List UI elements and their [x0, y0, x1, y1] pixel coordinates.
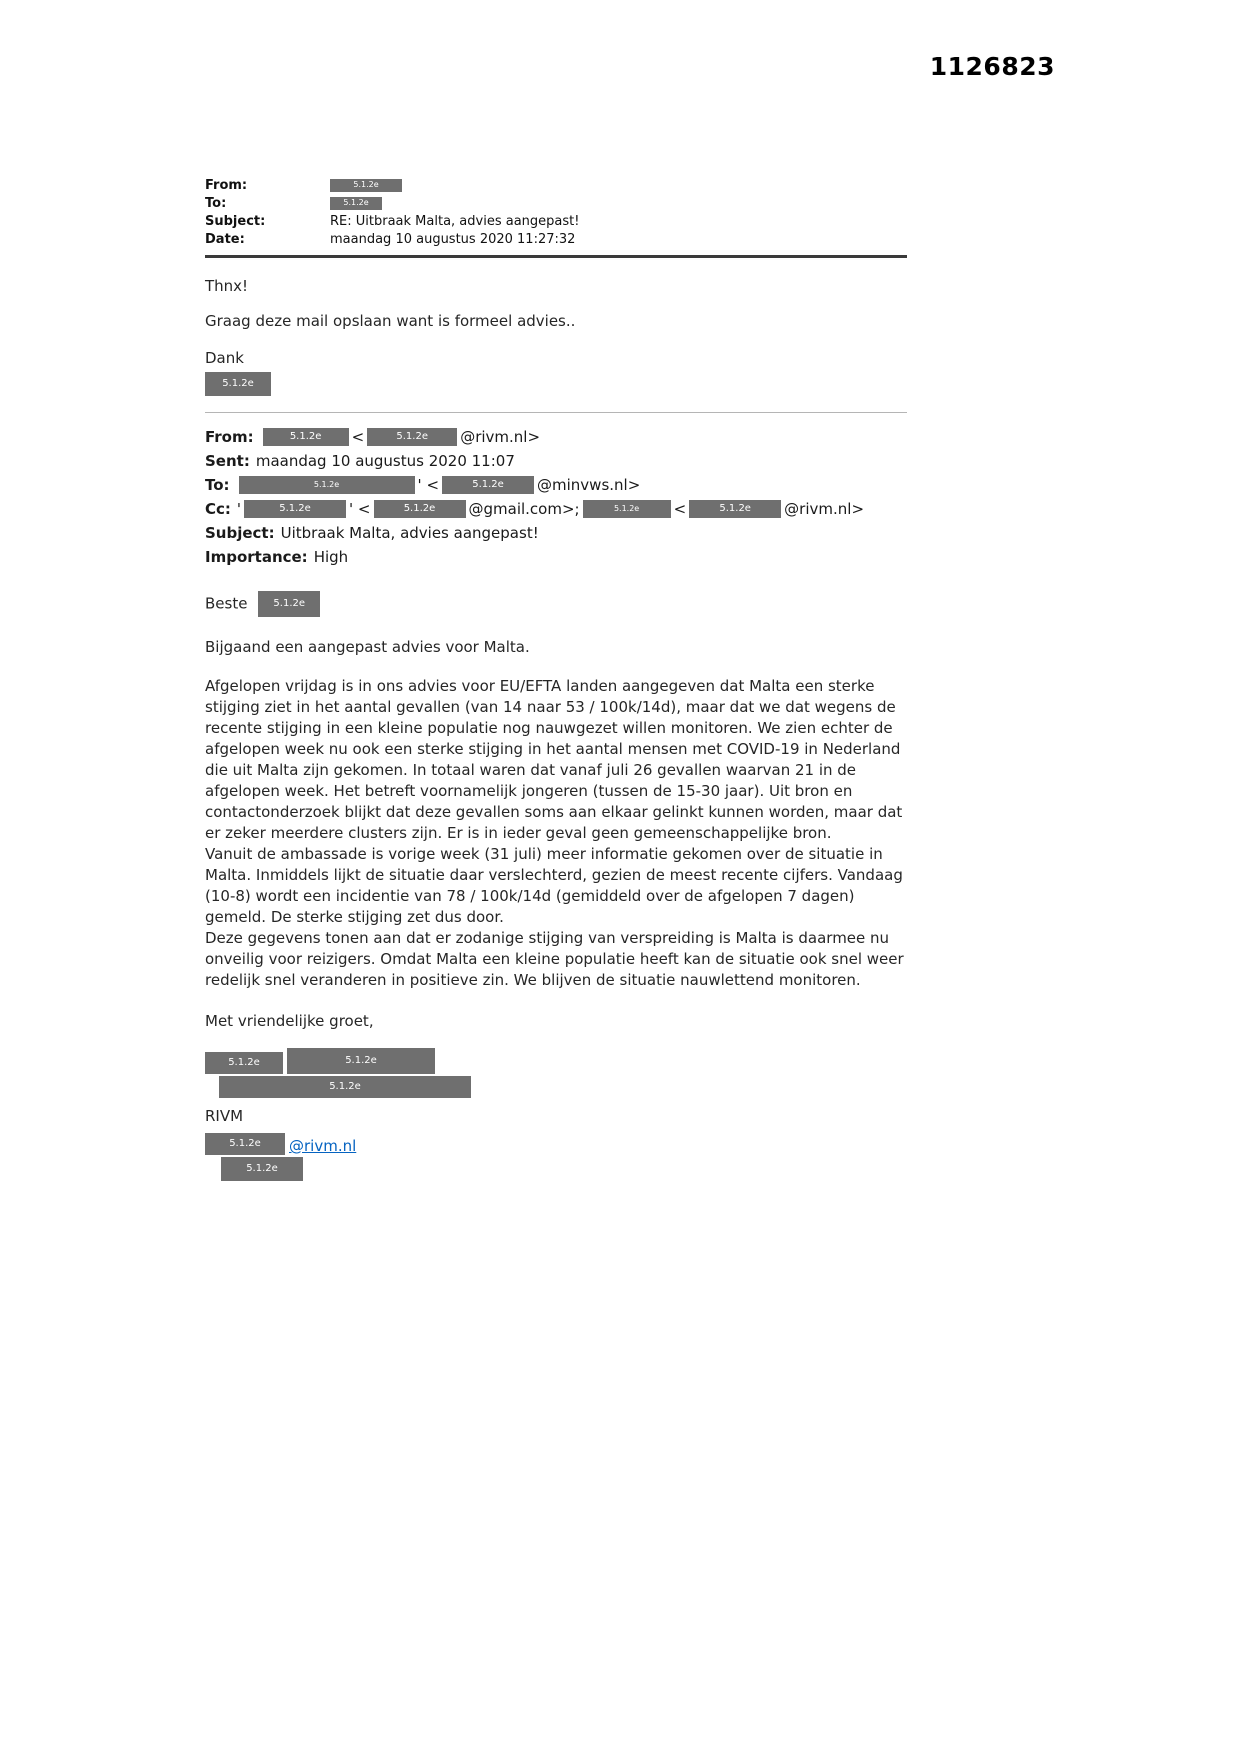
- quoted-from-open: <: [351, 428, 365, 446]
- paragraph-1: Afgelopen vrijdag is in ons advies voor EU/EFTA landen aangegeven dat Malta een sterke stijging ziet in het aantal gevallen (van 14 naar 53 / 100k/14d), maar dat we dat wegens de recente stijging in een kleine populatie nog nauwgezet willen monitoren. We zien echter de afgelopen week nu ook een sterke stijging in het aantal mensen met COVID-19 in Nederland die uit Malta zijn gekomen. In totaal waren dat vanaf juli 26 gevallen waarvan 21 in de afgelopen week. Het betreft voornamelijk jongeren (tussen de 15-30 jaar). Uit bron en contactonderzoek blijkt dat deze gevallen soms aan elkaar gelinkt kunnen worden, maar dat er zeker meerdere clusters zijn. Er is in ieder geval geen gemeenschappelijke bron.: [205, 677, 903, 842]
- to-label: To:: [205, 195, 227, 211]
- redaction-box: 5.1.2e: [367, 428, 457, 446]
- intro-line: Bijgaand een aangepast advies voor Malta.: [205, 638, 530, 656]
- subject-label: Subject:: [205, 213, 266, 229]
- redaction-box: 5.1.2e: [239, 476, 415, 494]
- quoted-to-mid: ' <: [417, 476, 440, 494]
- signature-row-1: [205, 1048, 907, 1074]
- redaction-box-signature: 5.1.2e: [287, 1048, 435, 1074]
- quoted-subject-line: [205, 521, 907, 545]
- redaction-box-signature: 5.1.2e: [221, 1157, 303, 1181]
- redaction-box: 5.1.2e: [583, 500, 671, 518]
- signature-email-line: [205, 1133, 907, 1155]
- header-row-to: [205, 194, 907, 212]
- greeting-line: [205, 591, 907, 617]
- date-value: maandag 10 augustus 2020 11:27:32: [330, 231, 576, 247]
- quoted-cc-open-quote: ': [236, 500, 242, 518]
- redaction-box: 5.1.2e: [330, 179, 402, 192]
- quoted-cc-line: [205, 497, 907, 521]
- quoted-cc-domain1: @gmail.com>;: [468, 500, 580, 518]
- redaction-box: 5.1.2e: [689, 500, 781, 518]
- quoted-cc-domain2: @rivm.nl>: [784, 500, 865, 518]
- quoted-to-label: To:: [205, 476, 230, 494]
- subject-value: RE: Uitbraak Malta, advies aangepast!: [330, 213, 580, 229]
- redaction-box-greeting: 5.1.2e: [258, 591, 320, 617]
- signature-row-2: [205, 1076, 907, 1098]
- rivm-email-link[interactable]: @rivm.nl: [289, 1137, 357, 1155]
- signature-row-4: [205, 1157, 907, 1181]
- email-header-top: [205, 176, 907, 248]
- paragraph-3: Deze gegevens tonen aan dat er zodanige stijging van verspreiding is Malta is daarmee nu onveilig voor reizigers. Omdat Malta een kleine populatie heeft kan de situatie ook snel weer redelijk snel veranderen in positieve zin. We blijven de situatie nauwlettend monitoren.: [205, 929, 904, 989]
- reply-dank: Dank: [205, 349, 244, 367]
- quoted-to-domain: @minvws.nl>: [537, 476, 641, 494]
- quoted-sent-line: [205, 449, 907, 473]
- redaction-box-signature: 5.1.2e: [219, 1076, 471, 1098]
- reply-thanks: Thnx!: [205, 277, 249, 295]
- quoted-cc-label: Cc:: [205, 500, 231, 518]
- closing-line: Met vriendelijke groet,: [205, 1012, 374, 1030]
- quoted-cc-mid1: ' <: [349, 500, 371, 518]
- body-paragraphs: [205, 676, 907, 991]
- quoted-importance-line: [205, 545, 907, 569]
- quoted-importance-label: Importance:: [205, 548, 308, 566]
- redaction-box: 5.1.2e: [263, 428, 349, 446]
- quoted-from-domain: @rivm.nl>: [460, 428, 541, 446]
- redaction-box-signature-short: 5.1.2e: [205, 372, 271, 396]
- header-row-date: [205, 230, 907, 248]
- redaction-box-signature: 5.1.2e: [205, 1052, 283, 1074]
- quoted-subject-value: Uitbraak Malta, advies aangepast!: [280, 524, 539, 542]
- document-number: 1126823: [929, 52, 1055, 81]
- quoted-to-line: [205, 473, 907, 497]
- from-label: From:: [205, 177, 248, 193]
- header-divider: [205, 255, 907, 258]
- quoted-importance-value: High: [313, 548, 349, 566]
- quoted-from-line: [205, 425, 907, 449]
- quoted-divider: [205, 412, 907, 413]
- quoted-cc-mid2: <: [673, 500, 687, 518]
- quoted-sent-value: maandag 10 augustus 2020 11:07: [255, 452, 515, 470]
- email-content: [205, 176, 907, 1181]
- redaction-box: 5.1.2e: [330, 197, 382, 210]
- redaction-box: 5.1.2e: [374, 500, 466, 518]
- quoted-sent-label: Sent:: [205, 452, 250, 470]
- redaction-box-email-local: 5.1.2e: [205, 1133, 285, 1155]
- signature-org: RIVM: [205, 1107, 244, 1125]
- email-header-quoted: [205, 425, 907, 569]
- greeting-text: Beste: [205, 594, 248, 613]
- redaction-box: 5.1.2e: [244, 500, 346, 518]
- quoted-subject-label: Subject:: [205, 524, 275, 542]
- quoted-from-label: From:: [205, 428, 254, 446]
- paragraph-2: Vanuit de ambassade is vorige week (31 juli) meer informatie gekomen over de situatie in Malta. Inmiddels lijkt de situatie daar verslechterd, gezien de meest recente cijfers. Vandaag (10-8) wordt een incidentie van 78 / 100k/14d (gemiddeld over de afgelopen 7 dagen) gemeld. De sterke stijging zet dus door.: [205, 845, 903, 926]
- header-row-from: [205, 176, 907, 194]
- reply-request: Graag deze mail opslaan want is formeel advies..: [205, 312, 576, 330]
- header-row-subject: [205, 212, 907, 230]
- date-label: Date:: [205, 231, 245, 247]
- redaction-box: 5.1.2e: [442, 476, 534, 494]
